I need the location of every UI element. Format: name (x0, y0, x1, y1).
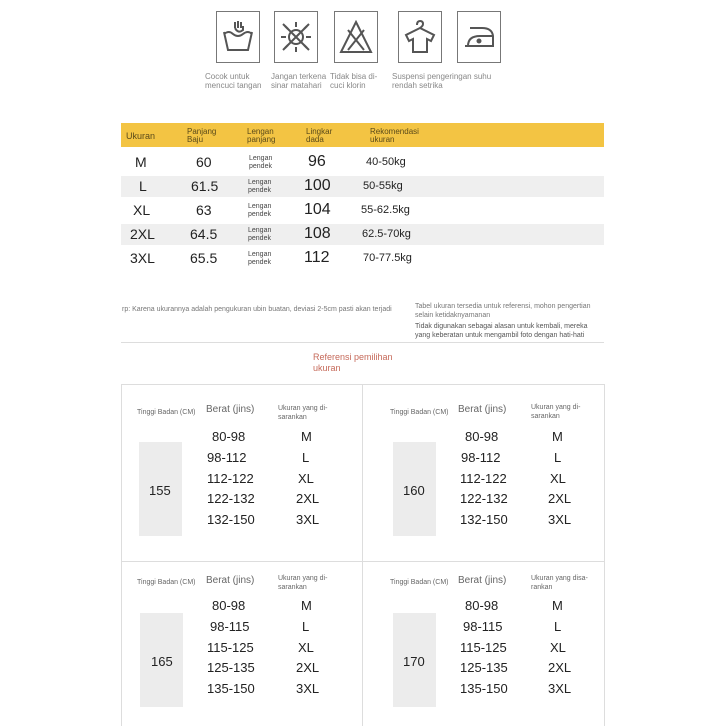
header-rekomendasi: Rekomendasi ukuran (370, 127, 419, 144)
table-row (121, 248, 604, 269)
weight-range: 112-122 (460, 471, 507, 486)
divider (121, 342, 604, 343)
weight-range: 98-112 (461, 450, 501, 465)
row-size: M (135, 154, 147, 170)
panel-size-label: Ukuran yang di- sarankan (531, 404, 581, 420)
note-return: Tidak digunakan sebagai alasan untuk kembali, mereka yang keberatan untuk mengambil foto dengan hati-hati (415, 323, 588, 339)
recommended-size: M (552, 429, 563, 444)
header-ukuran: Ukuran (126, 131, 156, 141)
no-sun-icon (274, 11, 318, 63)
panel-size-label: Ukuran yang di- sarankan (278, 575, 328, 591)
weight-range: 80-98 (212, 598, 246, 613)
panel-weight-label: Berat (jins) (458, 575, 507, 586)
weight-range: 135-150 (460, 681, 508, 696)
hand-wash-icon (216, 11, 260, 63)
row-weight: 70-77.5kg (363, 252, 412, 264)
row-chest: 112 (304, 249, 330, 266)
row-chest: 100 (304, 177, 331, 194)
recommended-size: L (302, 619, 310, 634)
panel-divider (604, 384, 605, 726)
panel-divider (121, 384, 122, 726)
recommended-size: L (302, 450, 310, 465)
height-value: 160 (403, 483, 425, 498)
weight-range: 98-115 (463, 619, 503, 634)
row-length: 63 (196, 202, 212, 218)
panel-height-label: Tinggi Badan (CM) (137, 409, 196, 416)
panel-height-label: Tinggi Badan (CM) (390, 409, 449, 416)
row-length: 65.5 (190, 250, 218, 266)
weight-range: 135-150 (207, 681, 255, 696)
row-sleeve: Lengan pendek (249, 155, 273, 170)
care-caption-2: Jangan terkena sinar matahari (271, 72, 327, 90)
note-reference: Tabel ukuran tersedia untuk referensi, mohon pengertian selain ketidaknyamanan (415, 303, 591, 319)
header-lingkar: Lingkar dada (306, 127, 333, 144)
row-sleeve: Lengan pendek (248, 179, 272, 194)
weight-range: 98-115 (210, 619, 250, 634)
weight-range: 80-98 (212, 429, 246, 444)
recommended-size: M (301, 598, 312, 613)
height-value: 165 (151, 654, 173, 669)
row-weight: 62.5-70kg (362, 228, 411, 240)
reference-title: Referensi pemilihan ukuran (313, 352, 393, 373)
recommended-size: L (554, 450, 562, 465)
row-sleeve: Lengan pendek (248, 251, 272, 266)
row-weight: 40-50kg (366, 156, 406, 168)
panel-size-label: Ukuran yang disa- rankan (531, 575, 588, 591)
recommended-size: XL (550, 640, 566, 655)
iron-icon (457, 11, 501, 63)
care-caption-4: Suspensi pengeringan suhu rendah setrika (392, 72, 492, 90)
weight-range: 132-150 (460, 512, 508, 527)
weight-range: 80-98 (465, 429, 499, 444)
row-size: XL (133, 202, 151, 218)
row-sleeve: Lengan pendek (248, 227, 272, 242)
no-bleach-icon (334, 11, 378, 63)
panel-height-label: Tinggi Badan (CM) (137, 579, 196, 586)
weight-range: 112-122 (207, 471, 254, 486)
recommended-size: 3XL (548, 681, 572, 696)
weight-range: 80-98 (465, 598, 499, 613)
care-caption-1: Cocok untuk mencuci tangan (205, 72, 262, 90)
recommended-size: L (554, 619, 562, 634)
row-length: 64.5 (190, 226, 218, 242)
row-weight: 55-62.5kg (361, 204, 410, 216)
recommended-size: 3XL (296, 512, 320, 527)
table-row (121, 224, 604, 245)
table-row (121, 176, 604, 197)
weight-range: 122-132 (207, 491, 255, 506)
recommended-size: 2XL (548, 660, 572, 675)
header-lengan: Lengan panjang (247, 127, 276, 144)
row-size: 2XL (130, 226, 155, 242)
weight-range: 125-135 (460, 660, 508, 675)
row-weight: 50-55kg (363, 180, 403, 192)
row-chest: 96 (308, 153, 326, 170)
panel-height-label: Tinggi Badan (CM) (390, 579, 449, 586)
hang-dry-icon (398, 11, 442, 63)
recommended-size: M (301, 429, 312, 444)
recommended-size: XL (298, 471, 314, 486)
recommended-size: 2XL (296, 491, 320, 506)
row-length: 61.5 (191, 178, 219, 194)
recommended-size: XL (298, 640, 314, 655)
panel-weight-label: Berat (jins) (206, 404, 255, 415)
panel-size-label: Ukuran yang di- sarankan (278, 405, 328, 421)
height-value: 155 (149, 483, 171, 498)
recommended-size: 3XL (548, 512, 572, 527)
row-length: 60 (196, 154, 212, 170)
weight-range: 132-150 (207, 512, 255, 527)
weight-range: 122-132 (460, 491, 508, 506)
row-sleeve: Lengan pendek (248, 203, 272, 218)
row-chest: 108 (304, 225, 331, 242)
weight-range: 115-125 (207, 640, 254, 655)
height-value: 170 (403, 654, 425, 669)
weight-range: 98-112 (207, 450, 247, 465)
recommended-size: M (552, 598, 563, 613)
recommended-size: 2XL (548, 491, 572, 506)
panel-weight-label: Berat (jins) (458, 404, 507, 415)
table-row (121, 200, 604, 221)
panel-weight-label: Berat (jins) (206, 575, 255, 586)
recommended-size: 2XL (296, 660, 320, 675)
table-row (121, 152, 604, 173)
weight-range: 115-125 (460, 640, 507, 655)
recommended-size: 3XL (296, 681, 320, 696)
recommended-size: XL (550, 471, 566, 486)
row-size: 3XL (130, 250, 155, 266)
care-caption-3: Tidak bisa di- cuci klorin (330, 72, 378, 90)
row-size: L (139, 178, 147, 194)
note-deviation: rp: Karena ukurannya adalah pengukuran ubin buatan, deviasi 2-5cm pasti akan terjadi (122, 306, 392, 313)
weight-range: 125-135 (207, 660, 255, 675)
panel-divider (362, 384, 363, 726)
header-panjang: Panjang Baju (187, 127, 217, 144)
row-chest: 104 (304, 201, 331, 218)
